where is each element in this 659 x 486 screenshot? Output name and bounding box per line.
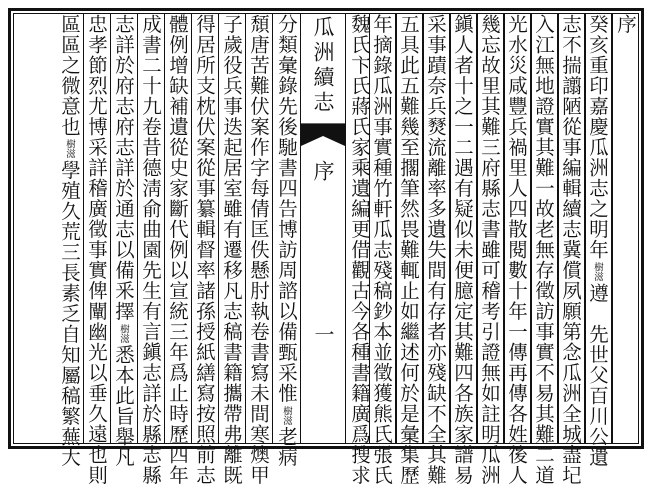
text-column: [396, 14, 423, 486]
text-column: [84, 14, 111, 486]
text-run: 光水災咸豐兵禍里人四散閱數十年一傳再傳各姓後人: [505, 14, 528, 486]
text-column: [192, 14, 219, 486]
text-column: [369, 14, 396, 486]
text-run: 忠孝節烈尤博采詳稽廣徵事實俾闡幽光以垂久遠也則: [85, 14, 108, 486]
text-column: [57, 14, 84, 468]
text-column: [138, 14, 165, 486]
small-note: 樹滋: [118, 323, 129, 343]
text-run: 鎭人者十之一二遇有疑似未便臆定其難四各族家譜易: [451, 14, 474, 486]
text-run: 五具此五難幾至擱筆然畏難輒止如繼述何於是彙集歷: [397, 14, 420, 486]
text-column: [531, 14, 558, 486]
text-run: 老病: [275, 426, 298, 468]
text-run: 頹唐苦難伏案作字每倩匡佚懸肘執卷書寫未間寒燠甲: [247, 14, 270, 486]
text-run: 志詳於府志府志詳於通志以備釆擇: [112, 14, 135, 322]
small-note: 樹滋: [592, 262, 603, 281]
section-label: 序: [311, 159, 335, 181]
text-column: [504, 14, 531, 486]
text-column: [165, 14, 192, 486]
text-run: 采事蹟奈兵燹流離率多遺失間有存者亦殘缺不全其難: [424, 14, 447, 486]
text-run: 成書二十九卷昔德淸俞曲園先生有言鎭志詳於縣志縣: [139, 14, 162, 486]
text-column: [450, 14, 477, 486]
text-run: 癸亥重印嘉慶瓜洲志之明年: [586, 14, 609, 260]
text-run: 魏氏卞氏蔣氏家乘遺編更借觀古今各種書籍廣爲搜求: [348, 14, 371, 486]
text-column: [219, 14, 246, 486]
text-column: [111, 14, 138, 468]
text-run: 入江無地證實其難一故老無存徵訪事實不易其難二道: [532, 14, 555, 486]
text-run: 遵 先世父百川公遺: [586, 283, 609, 468]
fishtail-ornament: [301, 122, 345, 148]
text-run: 區區之微意也: [58, 14, 81, 137]
text-column: [273, 14, 300, 468]
book-title: 瓜洲續志: [311, 16, 335, 116]
text-run: 得居所支枕伏案從事纂輯督率諸孫授紙繕寫按照前志: [193, 14, 216, 486]
text-run: 分類彙錄先後馳書四告博訪周諮以備甄采惟: [275, 14, 298, 404]
page-number: 一: [311, 324, 335, 344]
text-run: 子歲役兵事迭起居室雖有遷移凡志稿書籍攜帶弗離既: [220, 14, 243, 486]
text-column: [346, 14, 373, 486]
text-column: [558, 14, 585, 486]
text-run: 幾忘故里其難三府縣志書雖可稽考引證無如註明瓜洲: [478, 14, 501, 486]
small-note: 樹滋: [64, 139, 75, 158]
text-column: [423, 14, 450, 486]
text-run: 悉本此旨舉凡: [112, 344, 135, 468]
text-run: 志不揣譾陋從事編輯續志冀償夙願第念瓜洲全城盡圮: [559, 14, 582, 486]
text-run: 序: [614, 14, 637, 35]
text-run: 體例增缺補遺從史家斷代例以宣統三年爲止時歷四年: [166, 14, 189, 486]
text-run: 年摘錄瓜洲事實種竹軒瓜志殘稿鈔本並徵獲熊氏張氏: [370, 14, 393, 486]
text-run: 學殖久荒三長素乏自知屬稿繁蕪大: [58, 160, 81, 468]
text-column: [612, 14, 639, 444]
small-note: 樹滋: [281, 405, 292, 425]
text-column: [246, 14, 273, 486]
text-column: [477, 14, 504, 486]
text-column: [585, 14, 612, 468]
center-spine: [300, 14, 346, 444]
